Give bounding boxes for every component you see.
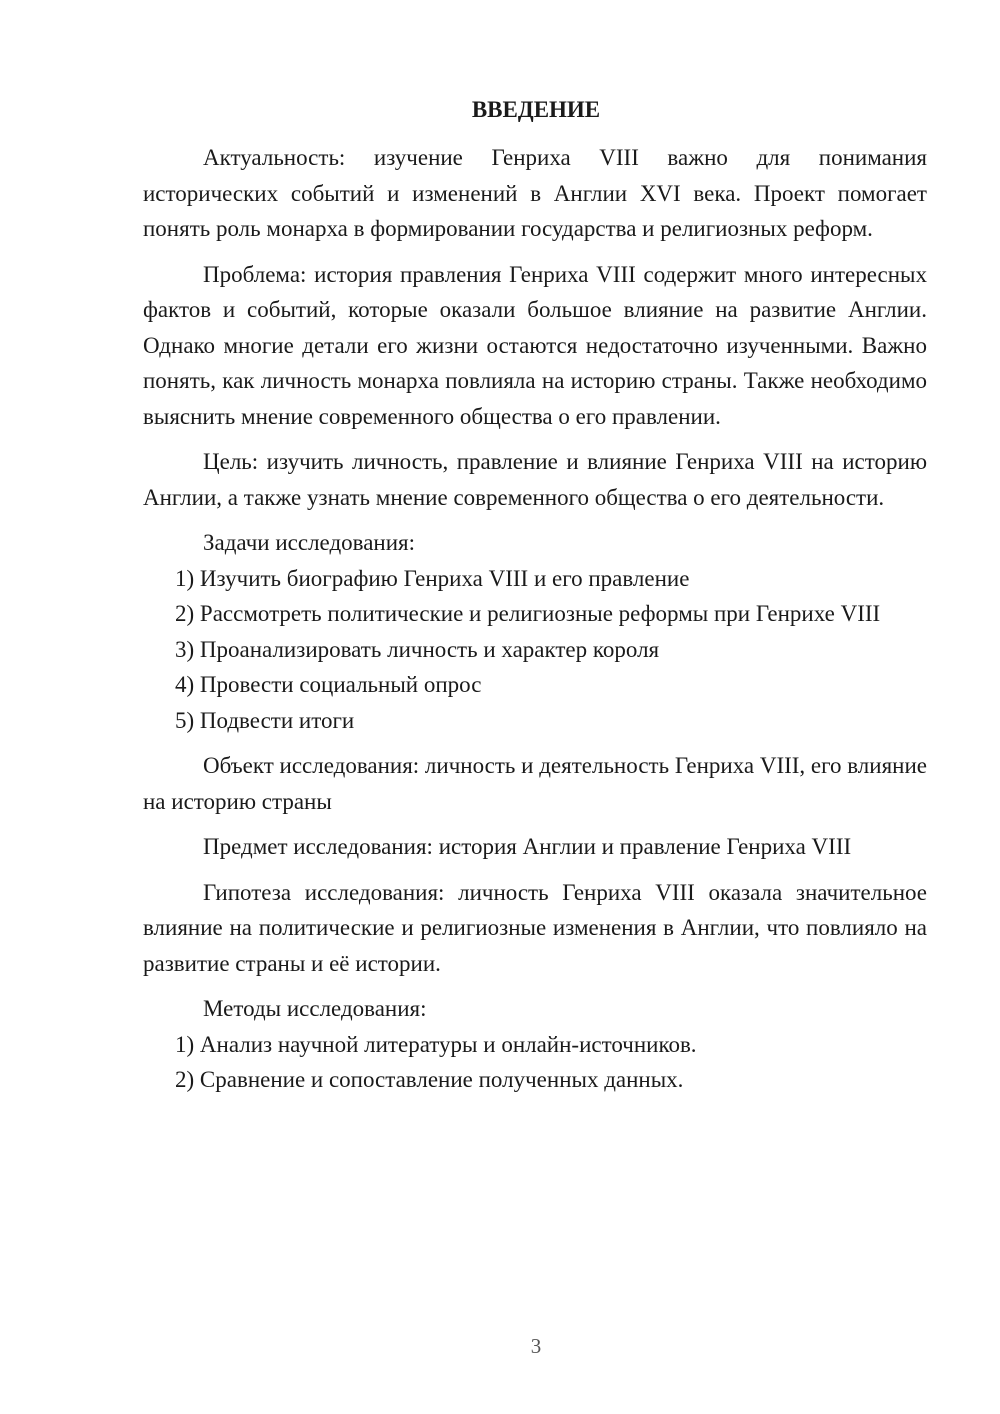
task-item: 1) Изучить биографию Генриха VIII и его правление: [175, 565, 690, 591]
object-paragraph: Объект исследования: личность и деятельность Генриха VIII, его влияние на историю страны: [143, 753, 927, 814]
subject-paragraph: Предмет исследования: история Англии и правление Генриха VIII: [203, 834, 852, 859]
task-item: 5) Подвести итоги: [175, 707, 355, 733]
task-item: 3) Проанализировать личность и характер короля: [175, 636, 660, 662]
section-title: ВВЕДЕНИЕ: [471, 97, 601, 122]
method-item: 2) Сравнение и сопоставление полученных данных.: [175, 1067, 684, 1092]
section-body: [143, 140, 927, 1098]
problem-paragraph: Проблема: история правления Генриха VIII содержит много интересных фактов и событий, которые оказали большое влияние на развитие Англии. Однако многие детали его жизни остаются недостаточно изученными. Важно понять, как личность монарха повлияла на историю страны. Также необходимо выяснить мнение современного общества о его правлении.: [143, 261, 927, 429]
methods-heading: Методы исследования:: [203, 996, 427, 1021]
task-item: 2) Рассмотреть политические и религиозные реформы при Генрихе VIII: [175, 601, 881, 626]
hypothesis-paragraph: Гипотеза исследования: личность Генриха VIII оказала значительное влияние на политические и религиозные изменения в Англии, что повлияло на развитие страны и её истории.: [143, 879, 927, 976]
goal-paragraph: Цель: изучить личность, правление и влияние Генриха VIII на историю Англии, а также узнать мнение современного общества о его деятельности.: [143, 449, 927, 510]
page-number: 3: [530, 1334, 542, 1358]
task-item: 4) Провести социальный опрос: [175, 672, 482, 697]
relevance-paragraph: Актуальность: изучение Генриха VIII важно для понимания исторических событий и изменений в Англии XVI века. Проект помогает понять роль монарха в формировании государства и религиозных реформ.: [143, 145, 927, 241]
tasks-heading: Задачи исследования:: [203, 530, 416, 555]
method-item: 1) Анализ научной литературы и онлайн-источников.: [175, 1031, 697, 1057]
